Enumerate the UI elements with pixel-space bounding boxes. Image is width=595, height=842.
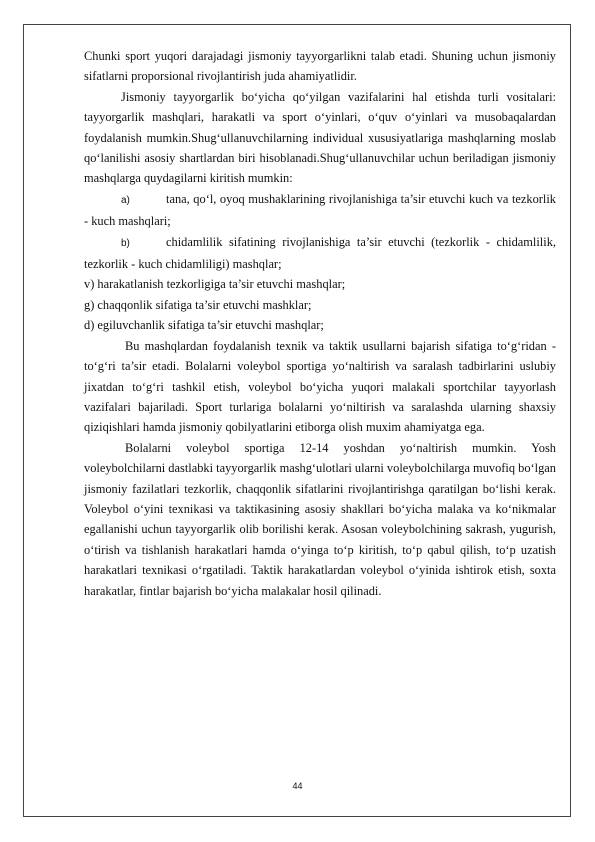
paragraph-intro: Chunki sport yuqori darajadagi jismoniy tayyorgarlikni talab etadi. Shuning uchun jismoniy sifatlarni proporsional rivojlantirish juda ahamiyatlidir. xyxy=(84,49,556,84)
list-item-g: g) chaqqonlik sifatiga ta’sir etuvchi mashklar; xyxy=(84,297,312,312)
list-item-b-text: chidamlilik sifatining rivojlanishiga ta’sir etuvchi (tezkorlik - chidamlilik, tezkorlik - kuch chidamliligi) mashqlar; xyxy=(84,234,556,272)
list-item-d: d) egiluvchanlik sifatiga ta’sir etuvchi mashqlar; xyxy=(84,318,324,333)
paragraph-volleyball-age: Bolalarni voleybol sportiga 12-14 yoshdan yo‘naltirish mumkin. Yosh voleybolchilarni dastlabki tayyorgarlik mashg‘ulotlari ularni voleybolchilarga muvofiq bo‘lgan jismoniy fazilatlari tezkorlik, chaqqonlik sifatlarini rivojlantirishga qaratilgan bo‘lishi kerak. Voleybol o‘yini texnikasi va taktikasining asosiy shakllari bo‘yicha malaka va ko‘nikmalar egallanishi uchun tayyorgarlik olib borilishi kerak. Asosan voleybolchining sakrash, yugurish, o‘tirish va tishlanish harakatlari hamda o‘yinga to‘p kiritish, to‘p qabul qilish, to‘p uzatish harakatlari texnikasi o‘rgatiladi. Taktik harakatlardan voleybol o‘yinida ishtirok etish, soxta harakatlar, fintlar bajarish bo‘yicha malakalar hosil qilinadi. xyxy=(84,440,556,598)
list-item-a-text: tana, qo‘l, oyoq mushaklarining rivojlanishiga ta’sir etuvchi kuch va tezkorlik - kuch mashqlari; xyxy=(84,191,556,229)
page-number: 44 xyxy=(292,781,303,791)
list-item-v: v) harakatlanish tezkorligiga ta’sir etuvchi mashqlar; xyxy=(84,277,346,292)
document-body xyxy=(84,46,556,601)
list-marker-a: a) xyxy=(121,194,130,206)
list-item-b xyxy=(84,232,556,275)
list-item-a xyxy=(84,189,556,232)
paragraph-physical-preparation: Jismoniy tayyorgarlik bo‘yicha qo‘yilgan vazifalarini hal etishda turli vositalari: tayyorgarlik mashqlari, harakatli va sport o‘yinlari, o‘quv o‘yinlari va musobaqalardan foydalanish mumkin.Shug‘ullanuvchilarning individual xususiyatlariga mashqlarning moslab qo‘lanilishi asosiy shartlardan biri hisoblanadi.Shug‘ullanuvchilar uchun beriladigan jismoniy mashqlarga quydagilarni kiritish mumkin: xyxy=(84,89,556,186)
paragraph-exercises-effect: Bu mashqlardan foydalanish texnik va taktik usullarni bajarish sifatiga to‘g‘ridan - to‘g‘ri ta’sir etadi. Bolalarni voleybol sportiga yo‘naltirish va saralash tadbirlarini uslubiy jixatdan to‘g‘ri tashkil etish, voleybol bo‘yicha yuqori malakali sportchilar tayyorlash vazifalari bajariladi. Sport turlariga bolalarni yo‘niltirish va saralashda ularning shaxsiy qiziqishlari hamda jismoniy qobilyatlarini etiborga olish muxim ahamiyatga ega. xyxy=(84,338,556,435)
list-marker-b: b) xyxy=(121,237,130,249)
